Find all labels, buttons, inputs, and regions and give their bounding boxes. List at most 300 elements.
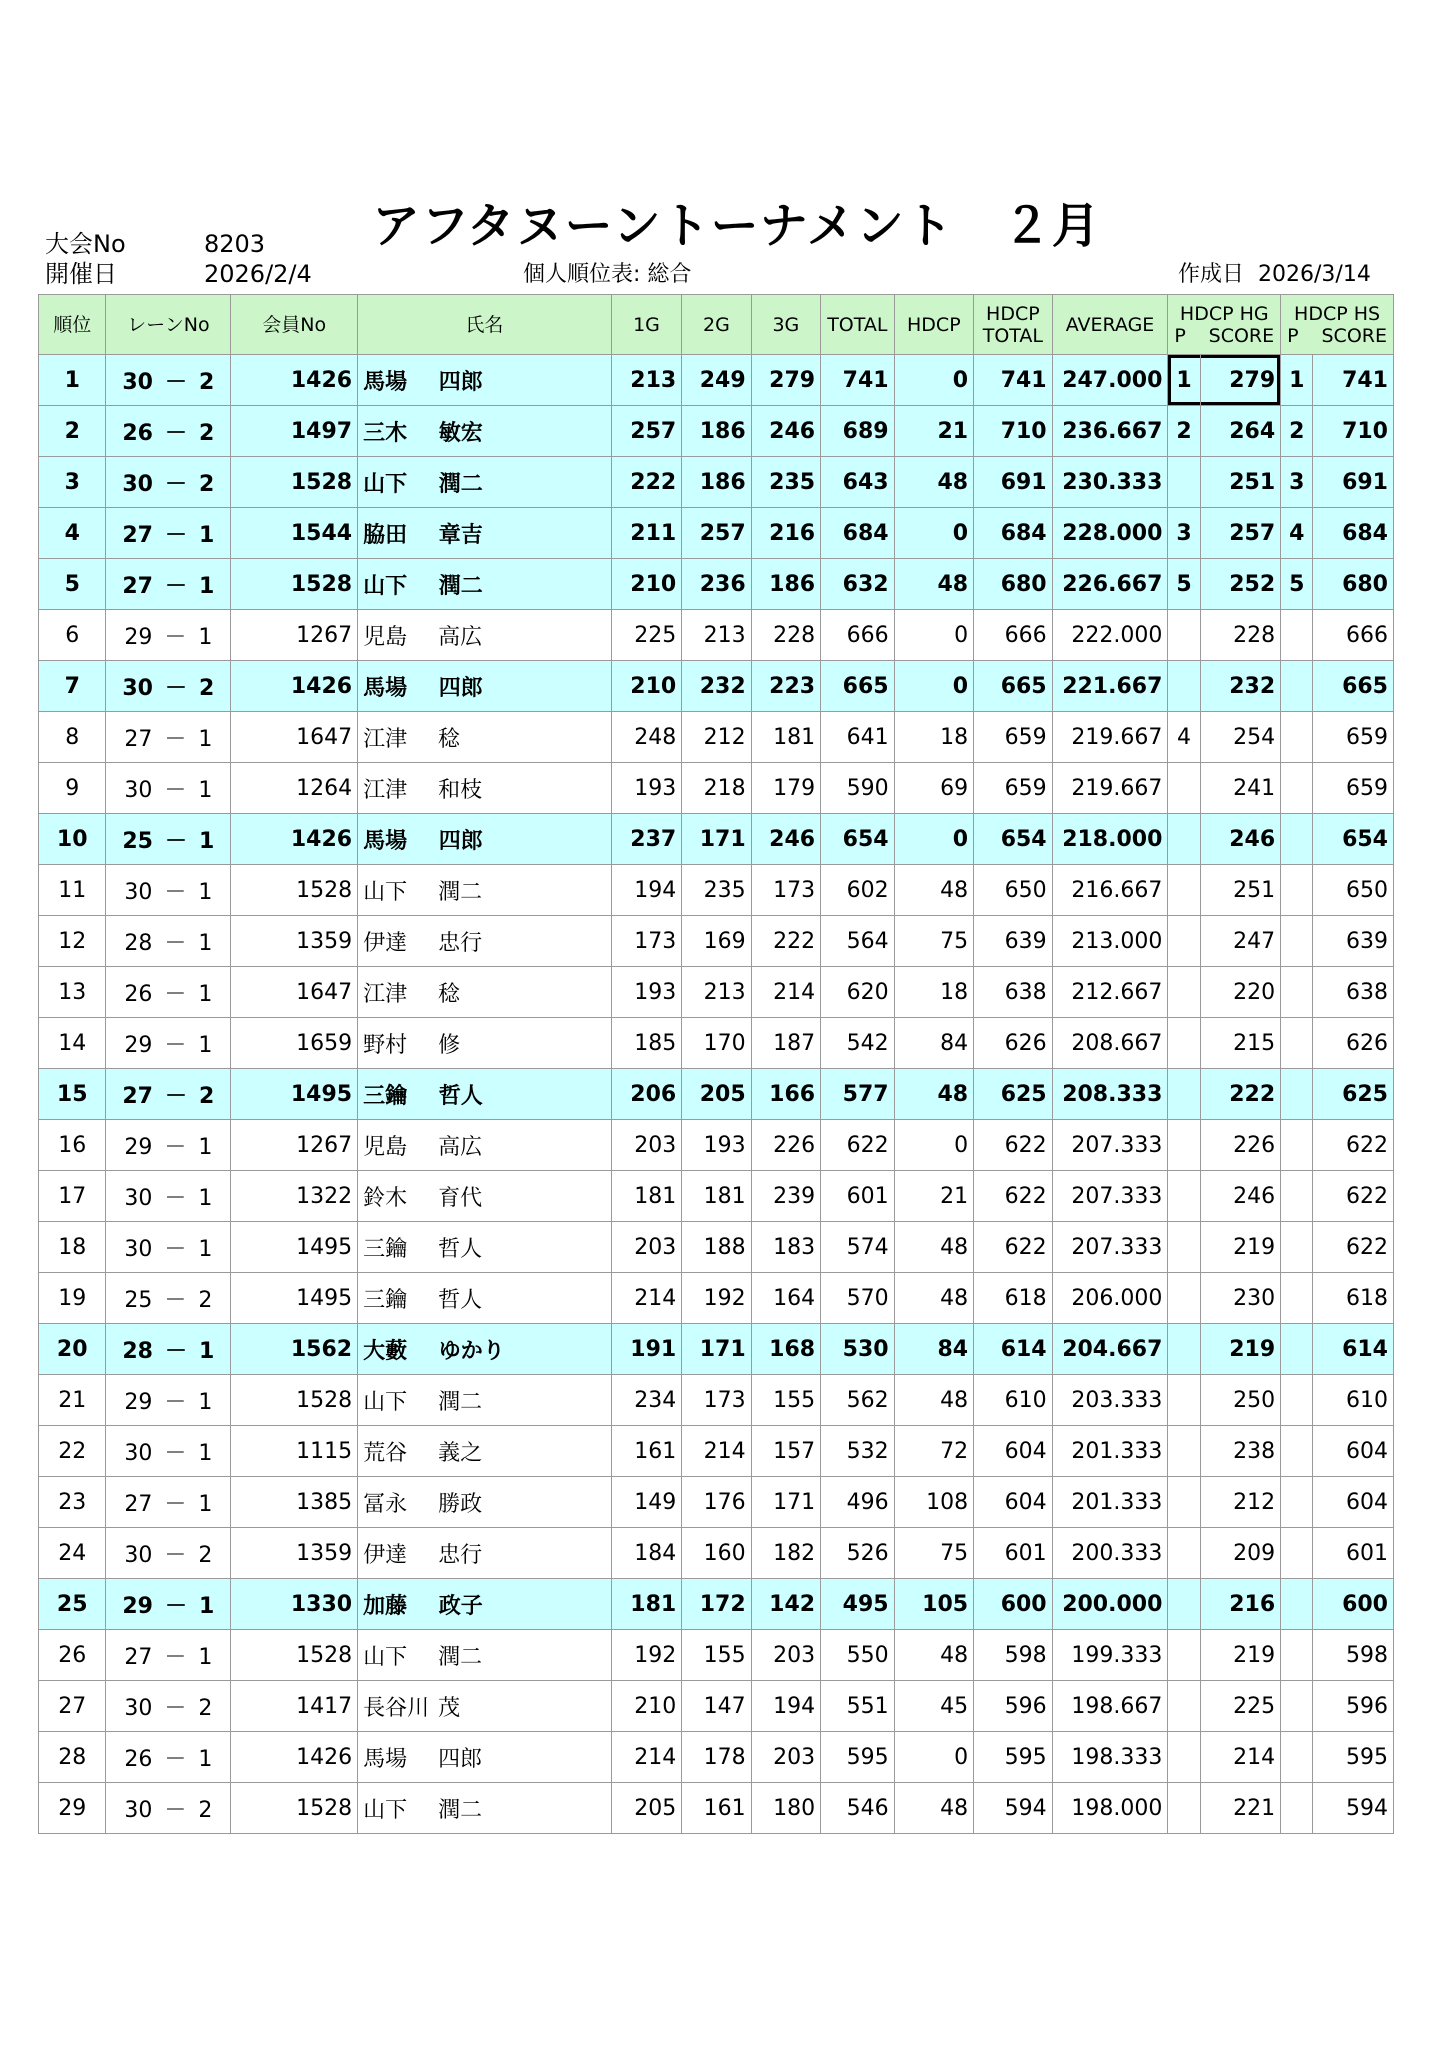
- member-no-cell: 1495: [231, 1222, 358, 1273]
- game3-cell: 181: [751, 712, 820, 763]
- hs-score-cell: 625: [1313, 1069, 1394, 1120]
- game1-cell: 185: [611, 1018, 681, 1069]
- hg-score-cell: 246: [1200, 1171, 1281, 1222]
- lane-b: 1: [198, 1032, 213, 1058]
- name-cell: [358, 1324, 612, 1375]
- last-name: 馬場: [363, 369, 408, 395]
- game3-cell: 182: [751, 1528, 820, 1579]
- hdcp-total-cell: 622: [974, 1171, 1053, 1222]
- table-row: [39, 406, 1394, 457]
- game3-cell: 235: [751, 457, 820, 508]
- name-cell: [358, 967, 612, 1018]
- game3-cell: 203: [751, 1732, 820, 1783]
- table-row: [39, 1120, 1394, 1171]
- average-cell: 207.333: [1052, 1222, 1168, 1273]
- rank-cell: 21: [39, 1375, 106, 1426]
- last-name: 野村: [363, 1032, 408, 1058]
- rank-cell: 16: [39, 1120, 106, 1171]
- total-cell: 550: [821, 1630, 894, 1681]
- lane-cell: [106, 1528, 231, 1579]
- rank-cell: 29: [39, 1783, 106, 1834]
- table-row: [39, 1579, 1394, 1630]
- lane-a: 30: [124, 1236, 153, 1262]
- table-row: [39, 661, 1394, 712]
- first-name: 四郎: [438, 675, 483, 701]
- lane-sep: －: [164, 1083, 187, 1109]
- lane-cell: [106, 1783, 231, 1834]
- game2-cell: 186: [682, 457, 751, 508]
- lane-b: 1: [199, 1593, 215, 1619]
- lane-cell: [106, 457, 231, 508]
- hg-place-cell: [1168, 916, 1200, 967]
- first-name: 潤二: [438, 1797, 483, 1823]
- lane-cell: [106, 1477, 231, 1528]
- total-cell: 562: [821, 1375, 894, 1426]
- first-name: 哲人: [438, 1083, 483, 1109]
- col-hdcp-hg: HDCP HG P SCORE: [1168, 295, 1281, 355]
- lane-a: 25: [122, 828, 153, 854]
- game3-cell: 246: [751, 814, 820, 865]
- average-cell: 206.000: [1052, 1273, 1168, 1324]
- lane-sep: －: [164, 1389, 187, 1415]
- hdcp-total-cell: 741: [974, 355, 1053, 406]
- lane-a: 29: [124, 1389, 153, 1415]
- total-cell: 665: [821, 661, 894, 712]
- ranking-table: [38, 294, 1394, 1834]
- hg-place-cell: [1168, 1477, 1200, 1528]
- name-cell: [358, 865, 612, 916]
- lane-b: 1: [198, 1644, 213, 1670]
- hs-place-cell: [1281, 1222, 1313, 1273]
- table-row: [39, 457, 1394, 508]
- member-no-cell: 1528: [231, 1630, 358, 1681]
- game3-cell: 166: [751, 1069, 820, 1120]
- member-no-cell: 1528: [231, 1375, 358, 1426]
- hs-place-cell: [1281, 814, 1313, 865]
- col-total: TOTAL: [821, 295, 894, 355]
- last-name: 山下: [363, 573, 408, 599]
- hdcp-cell: 75: [894, 1528, 974, 1579]
- hg-score-cell: 209: [1200, 1528, 1281, 1579]
- name-cell: [358, 1783, 612, 1834]
- lane-a: 30: [124, 1185, 153, 1211]
- lane-b: 1: [198, 879, 213, 905]
- first-name: 潤二: [438, 471, 483, 497]
- game2-cell: 192: [682, 1273, 751, 1324]
- lane-cell: [106, 1324, 231, 1375]
- table-row: [39, 1273, 1394, 1324]
- tournament-number: 8203: [204, 230, 266, 258]
- rank-cell: 26: [39, 1630, 106, 1681]
- lane-a: 30: [124, 777, 153, 803]
- lane-sep: －: [164, 1287, 187, 1313]
- table-row: [39, 763, 1394, 814]
- total-cell: 620: [821, 967, 894, 1018]
- total-cell: 495: [821, 1579, 894, 1630]
- name-cell: [358, 1120, 612, 1171]
- member-no-cell: 1659: [231, 1018, 358, 1069]
- hdcp-total-cell: 654: [974, 814, 1053, 865]
- table-row: [39, 355, 1394, 406]
- game2-cell: 213: [682, 610, 751, 661]
- hg-score-cell: 279: [1200, 355, 1281, 406]
- hdcp-total-cell: 626: [974, 1018, 1053, 1069]
- average-cell: 226.667: [1052, 559, 1168, 610]
- game2-cell: 188: [682, 1222, 751, 1273]
- name-cell: [358, 508, 612, 559]
- game1-cell: 213: [611, 355, 681, 406]
- lane-b: 2: [199, 471, 215, 497]
- hg-score-cell: 250: [1200, 1375, 1281, 1426]
- lane-cell: [106, 406, 231, 457]
- hs-place-cell: [1281, 1477, 1313, 1528]
- hg-place-cell: [1168, 1630, 1200, 1681]
- table-row: [39, 967, 1394, 1018]
- hdcp-total-cell: 691: [974, 457, 1053, 508]
- total-cell: 577: [821, 1069, 894, 1120]
- average-cell: 198.333: [1052, 1732, 1168, 1783]
- hg-place-cell: 4: [1168, 712, 1200, 763]
- last-name: 三鑰: [363, 1287, 408, 1313]
- game1-cell: 222: [611, 457, 681, 508]
- game1-cell: 161: [611, 1426, 681, 1477]
- hg-place-cell: [1168, 1171, 1200, 1222]
- lane-cell: [106, 1069, 231, 1120]
- created-date: [1178, 264, 1371, 286]
- member-no-cell: 1426: [231, 1732, 358, 1783]
- game1-cell: 210: [611, 661, 681, 712]
- hs-place-cell: [1281, 661, 1313, 712]
- hg-score-cell: 264: [1200, 406, 1281, 457]
- average-cell: 204.667: [1052, 1324, 1168, 1375]
- col-2g: 2G: [682, 295, 751, 355]
- hdcp-cell: 18: [894, 967, 974, 1018]
- member-no-cell: 1544: [231, 508, 358, 559]
- game2-cell: 181: [682, 1171, 751, 1222]
- last-name: 冨永: [363, 1491, 408, 1517]
- game1-cell: 181: [611, 1579, 681, 1630]
- lane-b: 1: [198, 777, 213, 803]
- hs-score-cell: 680: [1313, 559, 1394, 610]
- hdcp-cell: 48: [894, 1375, 974, 1426]
- col-1g: 1G: [611, 295, 681, 355]
- hdcp-total-cell: 601: [974, 1528, 1053, 1579]
- lane-cell: [106, 814, 231, 865]
- average-cell: 221.667: [1052, 661, 1168, 712]
- game2-cell: 232: [682, 661, 751, 712]
- first-name: 潤二: [438, 1644, 483, 1670]
- name-cell: [358, 1528, 612, 1579]
- hdcp-total-cell: 622: [974, 1120, 1053, 1171]
- hs-place-cell: 4: [1281, 508, 1313, 559]
- first-name: 敏宏: [438, 420, 483, 446]
- game1-cell: 184: [611, 1528, 681, 1579]
- table-row: [39, 1528, 1394, 1579]
- hdcp-cell: 0: [894, 1732, 974, 1783]
- col-rank: 順位: [39, 295, 106, 355]
- hdcp-cell: 69: [894, 763, 974, 814]
- hdcp-cell: 48: [894, 1630, 974, 1681]
- first-name: 忠行: [438, 930, 483, 956]
- lane-sep: －: [164, 1644, 187, 1670]
- game3-cell: 186: [751, 559, 820, 610]
- lane-a: 26: [124, 981, 153, 1007]
- hg-place-cell: 5: [1168, 559, 1200, 610]
- first-name: 政子: [438, 1593, 483, 1619]
- hs-place-cell: [1281, 1120, 1313, 1171]
- first-name: 高広: [438, 1134, 483, 1160]
- rank-cell: 9: [39, 763, 106, 814]
- lane-a: 26: [124, 1746, 153, 1772]
- lane-sep: －: [164, 573, 187, 599]
- hdcp-total-cell: 604: [974, 1426, 1053, 1477]
- last-name: 山下: [363, 879, 408, 905]
- game3-cell: 226: [751, 1120, 820, 1171]
- hdcp-cell: 48: [894, 559, 974, 610]
- last-name: 山下: [363, 1797, 408, 1823]
- game1-cell: 194: [611, 865, 681, 916]
- hg-score-cell: 251: [1200, 457, 1281, 508]
- average-cell: 219.667: [1052, 763, 1168, 814]
- hdcp-total-cell: 659: [974, 712, 1053, 763]
- name-cell: [358, 1273, 612, 1324]
- hs-place-cell: [1281, 1732, 1313, 1783]
- hdcp-cell: 0: [894, 610, 974, 661]
- game3-cell: 179: [751, 763, 820, 814]
- first-name: 四郎: [438, 1746, 483, 1772]
- hdcp-cell: 0: [894, 355, 974, 406]
- hdcp-total-cell: 614: [974, 1324, 1053, 1375]
- table-row: [39, 916, 1394, 967]
- lane-cell: [106, 1273, 231, 1324]
- rank-cell: 4: [39, 508, 106, 559]
- hdcp-total-cell: 598: [974, 1630, 1053, 1681]
- hg-place-cell: [1168, 1681, 1200, 1732]
- hs-place-cell: [1281, 1783, 1313, 1834]
- hg-place-cell: [1168, 1579, 1200, 1630]
- hs-place-cell: [1281, 1630, 1313, 1681]
- lane-sep: －: [164, 1338, 187, 1364]
- last-name: 加藤: [363, 1593, 408, 1619]
- last-name: 馬場: [363, 675, 408, 701]
- hs-place-cell: [1281, 1528, 1313, 1579]
- hs-score-cell: 594: [1313, 1783, 1394, 1834]
- last-name: 大藪: [363, 1338, 408, 1364]
- hdcp-total-cell: 659: [974, 763, 1053, 814]
- col-lane: レーンNo: [106, 295, 231, 355]
- first-name: 稔: [438, 981, 461, 1007]
- game2-cell: 186: [682, 406, 751, 457]
- name-cell: [358, 610, 612, 661]
- average-cell: 207.333: [1052, 1171, 1168, 1222]
- lane-sep: －: [164, 1593, 187, 1619]
- hg-place-cell: [1168, 1324, 1200, 1375]
- game1-cell: 149: [611, 1477, 681, 1528]
- game1-cell: 234: [611, 1375, 681, 1426]
- lane-a: 27: [122, 522, 153, 548]
- rank-cell: 12: [39, 916, 106, 967]
- game1-cell: 193: [611, 763, 681, 814]
- lane-a: 30: [124, 1797, 153, 1823]
- total-cell: 532: [821, 1426, 894, 1477]
- member-no-cell: 1647: [231, 967, 358, 1018]
- hs-score-cell: 604: [1313, 1477, 1394, 1528]
- lane-b: 2: [198, 1695, 213, 1721]
- lane-a: 30: [124, 879, 153, 905]
- hg-score-cell: 221: [1200, 1783, 1281, 1834]
- first-name: ゆかり: [438, 1338, 505, 1364]
- name-cell: [358, 1579, 612, 1630]
- lane-cell: [106, 865, 231, 916]
- lane-sep: －: [164, 1185, 187, 1211]
- game2-cell: 160: [682, 1528, 751, 1579]
- member-no-cell: 1528: [231, 559, 358, 610]
- rank-cell: 18: [39, 1222, 106, 1273]
- lane-sep: －: [164, 1491, 187, 1517]
- total-cell: 564: [821, 916, 894, 967]
- rank-cell: 14: [39, 1018, 106, 1069]
- member-no-cell: 1359: [231, 916, 358, 967]
- last-name: 児島: [363, 624, 408, 650]
- hdcp-total-cell: 594: [974, 1783, 1053, 1834]
- lane-sep: －: [164, 1695, 187, 1721]
- first-name: 四郎: [438, 828, 483, 854]
- total-cell: 496: [821, 1477, 894, 1528]
- hs-place-cell: 1: [1281, 355, 1313, 406]
- hg-place-cell: [1168, 661, 1200, 712]
- average-cell: 200.333: [1052, 1528, 1168, 1579]
- hs-score-cell: 618: [1313, 1273, 1394, 1324]
- game3-cell: 168: [751, 1324, 820, 1375]
- rank-cell: 8: [39, 712, 106, 763]
- lane-cell: [106, 355, 231, 406]
- average-cell: 222.000: [1052, 610, 1168, 661]
- lane-b: 2: [198, 1797, 213, 1823]
- game2-cell: 172: [682, 1579, 751, 1630]
- first-name: 茂: [438, 1695, 461, 1721]
- game2-cell: 161: [682, 1783, 751, 1834]
- col-hdcp-hs: HDCP HS P SCORE: [1281, 295, 1394, 355]
- table-row: [39, 1426, 1394, 1477]
- first-name: 哲人: [438, 1287, 483, 1313]
- total-cell: 590: [821, 763, 894, 814]
- game2-cell: 213: [682, 967, 751, 1018]
- hg-score-cell: 251: [1200, 865, 1281, 916]
- hs-place-cell: [1281, 763, 1313, 814]
- name-cell: [358, 712, 612, 763]
- game2-cell: 235: [682, 865, 751, 916]
- hdcp-total-cell: 638: [974, 967, 1053, 1018]
- rank-cell: 19: [39, 1273, 106, 1324]
- first-name: 潤二: [438, 879, 483, 905]
- table-row: [39, 865, 1394, 916]
- first-name: 潤二: [438, 573, 483, 599]
- hg-place-cell: 2: [1168, 406, 1200, 457]
- lane-b: 1: [198, 726, 213, 752]
- lane-b: 1: [198, 1236, 213, 1262]
- lane-cell: [106, 1222, 231, 1273]
- hg-score-cell: 219: [1200, 1324, 1281, 1375]
- average-cell: 207.333: [1052, 1120, 1168, 1171]
- hdcp-total-cell: 596: [974, 1681, 1053, 1732]
- lane-sep: －: [164, 1797, 187, 1823]
- name-cell: [358, 559, 612, 610]
- total-cell: 546: [821, 1783, 894, 1834]
- total-cell: 622: [821, 1120, 894, 1171]
- table-row: [39, 1681, 1394, 1732]
- game1-cell: 173: [611, 916, 681, 967]
- game1-cell: 203: [611, 1222, 681, 1273]
- lane-cell: [106, 916, 231, 967]
- rank-cell: 20: [39, 1324, 106, 1375]
- member-no-cell: 1647: [231, 712, 358, 763]
- hg-score-cell: 254: [1200, 712, 1281, 763]
- hg-place-cell: 1: [1168, 355, 1200, 406]
- lane-cell: [106, 763, 231, 814]
- hs-score-cell: 684: [1313, 508, 1394, 559]
- member-no-cell: 1495: [231, 1069, 358, 1120]
- game2-cell: 170: [682, 1018, 751, 1069]
- name-cell: [358, 1171, 612, 1222]
- col-3g: 3G: [751, 295, 820, 355]
- first-name: 義之: [438, 1440, 483, 1466]
- rank-cell: 28: [39, 1732, 106, 1783]
- hs-score-cell: 598: [1313, 1630, 1394, 1681]
- lane-a: 27: [122, 1083, 153, 1109]
- game3-cell: 164: [751, 1273, 820, 1324]
- lane-sep: －: [164, 879, 187, 905]
- first-name: 四郎: [438, 369, 483, 395]
- hg-place-cell: [1168, 457, 1200, 508]
- average-cell: 218.000: [1052, 814, 1168, 865]
- last-name: 馬場: [363, 828, 408, 854]
- table-row: [39, 610, 1394, 661]
- hdcp-cell: 75: [894, 916, 974, 967]
- rank-cell: 11: [39, 865, 106, 916]
- hs-score-cell: 596: [1313, 1681, 1394, 1732]
- member-no-cell: 1359: [231, 1528, 358, 1579]
- lane-a: 27: [124, 726, 153, 752]
- hs-score-cell: 654: [1313, 814, 1394, 865]
- lane-sep: －: [164, 777, 187, 803]
- lane-cell: [106, 1426, 231, 1477]
- hdcp-cell: 0: [894, 814, 974, 865]
- rank-cell: 24: [39, 1528, 106, 1579]
- last-name: 江津: [363, 981, 408, 1007]
- hs-score-cell: 601: [1313, 1528, 1394, 1579]
- hs-score-cell: 622: [1313, 1171, 1394, 1222]
- lane-a: 27: [122, 573, 153, 599]
- average-cell: 212.667: [1052, 967, 1168, 1018]
- hg-place-cell: [1168, 763, 1200, 814]
- game3-cell: 223: [751, 661, 820, 712]
- lane-a: 30: [124, 1440, 153, 1466]
- game1-cell: 248: [611, 712, 681, 763]
- member-no-cell: 1497: [231, 406, 358, 457]
- hdcp-total-cell: 710: [974, 406, 1053, 457]
- name-cell: [358, 406, 612, 457]
- total-cell: 654: [821, 814, 894, 865]
- lane-b: 2: [199, 1083, 215, 1109]
- total-cell: 551: [821, 1681, 894, 1732]
- member-no-cell: 1528: [231, 457, 358, 508]
- table-header-row: [39, 295, 1394, 355]
- table-row: [39, 1630, 1394, 1681]
- hg-score-cell: 232: [1200, 661, 1281, 712]
- game1-cell: 257: [611, 406, 681, 457]
- name-cell: [358, 457, 612, 508]
- name-cell: [358, 1732, 612, 1783]
